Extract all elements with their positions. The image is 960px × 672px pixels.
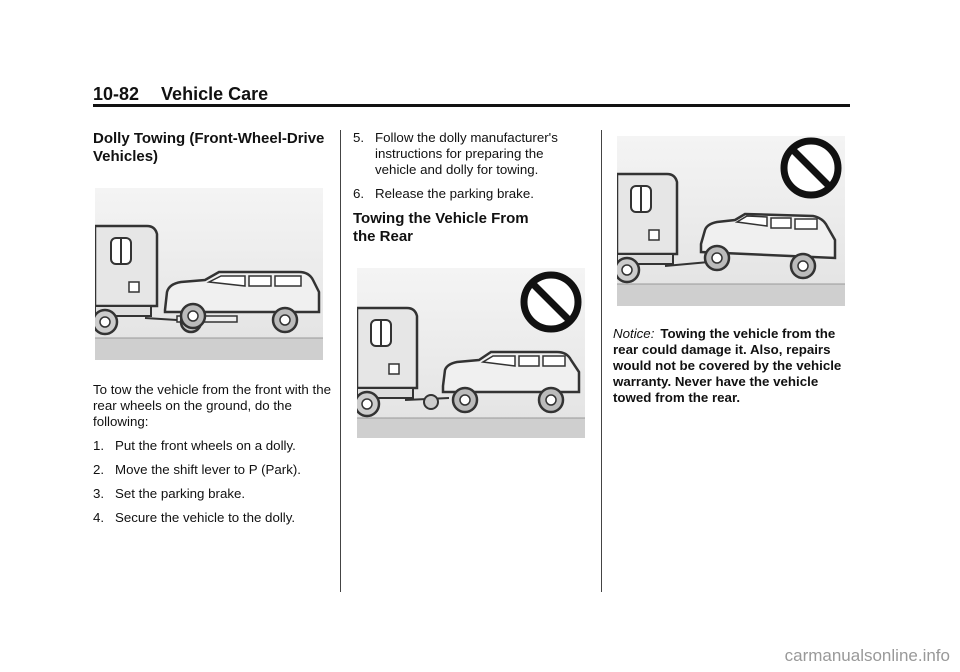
notice-label: Notice: <box>613 326 655 341</box>
rear-lift-prohibited-illustration <box>617 136 845 306</box>
dolly-towing-intro: To tow the vehicle from the front with the rear wheels on the ground, do the following: <box>93 382 331 429</box>
list-item: 6. Release the parking brake. <box>353 186 534 201</box>
dolly-steps-list <box>93 438 333 526</box>
section-title: Vehicle Care <box>161 84 269 104</box>
notice-text: Towing the vehicle from the rear could damage it. Also, repairs would not be covered by the vehicle warranty. Never have the vehicle towed from the rear. <box>613 326 842 405</box>
page-header <box>93 84 268 105</box>
watermark: carmanualsonline.info <box>784 646 950 665</box>
column-divider-1 <box>340 130 341 592</box>
column-2 <box>353 130 588 246</box>
rear-towing-heading: Towing the Vehicle From the Rear <box>353 210 529 245</box>
dolly-steps-continued <box>353 130 588 202</box>
list-item: 3. Set the parking brake. <box>93 486 246 501</box>
header-rule <box>93 104 850 107</box>
list-item: 5. Follow the dolly manufacturer's instructions for preparing the vehicle and dolly for towing. <box>353 130 558 177</box>
column-divider-2 <box>601 130 602 592</box>
towing-notice <box>613 326 848 406</box>
rear-tow-prohibited-illustration <box>357 268 585 438</box>
column-1-text <box>93 382 333 534</box>
dolly-towing-heading: Dolly Towing (Front-Wheel-Drive Vehicles) <box>93 130 325 165</box>
column-1 <box>93 130 328 166</box>
list-item: 2. Move the shift lever to P (Park). <box>93 462 301 477</box>
list-item: 4. Secure the vehicle to the dolly. <box>93 510 296 525</box>
list-item: 1. Put the front wheels on a dolly. <box>93 438 296 453</box>
prohibited-icon <box>524 275 578 329</box>
prohibited-icon <box>784 141 838 195</box>
page-number: 10-82 <box>93 84 140 104</box>
dolly-tow-illustration <box>95 188 323 360</box>
